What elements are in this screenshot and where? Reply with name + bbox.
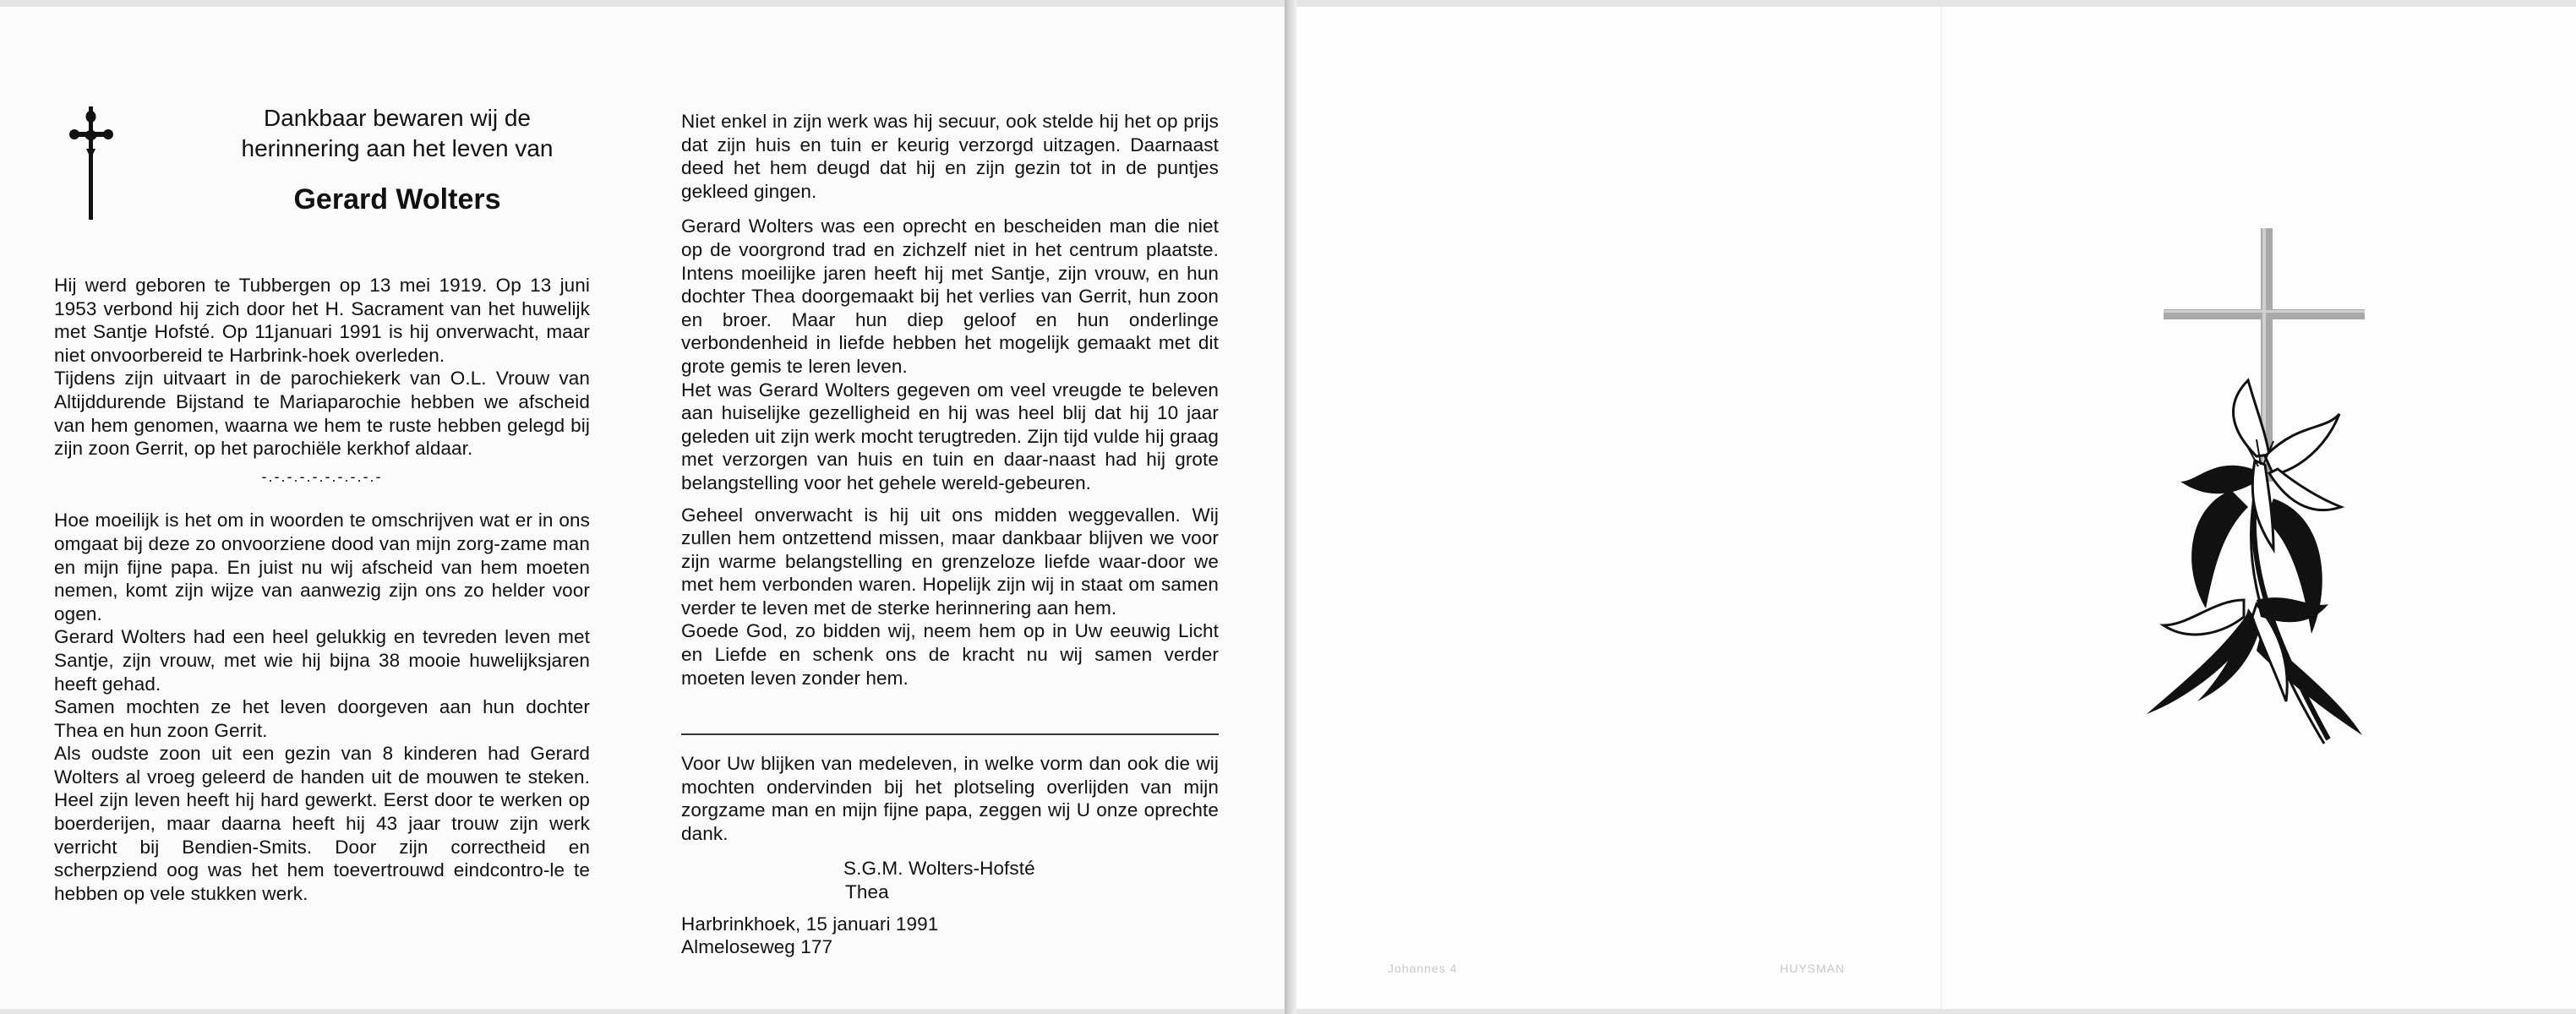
dotted-divider: -.-.-.-.-.-.-.-.-.-: [261, 467, 383, 485]
reflection-paragraph-1: Hoe moeilijk is het om in woorden te omschrijven wat er in ons omgaat bij deze zo onvoorziene dood van mijn zorg-zame man en mijn fijne papa. En juist nu wij afscheid van hem moeten nemen, komt zijn wijze van aanwezig zijn ons zo helder voor ogen.: [54, 510, 590, 624]
heading-line-1: Dankbaar bewaren wij de: [264, 105, 531, 131]
fold-line: [1940, 7, 1942, 1009]
character-paragraph-2: Gerard Wolters was een oprecht en bescheiden man die niet op de voorgrond trad en zichzelf niet in het centrum plaatste. Intens moeilijke jaren heeft hij met Santje, zijn vrouw, en hun dochter Thea doorgemaakt bij het verlies van Gerrit, hun zoon en broer. Maar hun diep geloof en hun onderlinge verbondenheid in liefde hebben het mogelijk gemaakt met dit grote gemis te leren leven.: [681, 215, 1219, 377]
right-text-column: [681, 110, 1219, 690]
character-paragraph-3: Het was Gerard Wolters gegeven om veel vreugde te beleven aan huiselijke gezelligheid en hij was heel blij dat hij 10 jaar geleden uit zijn werk mocht terugtreden. Zijn tijd vulde hij graag met verzorgen van huis en tuin en daar-naast had hij grote belangstelling voor het gehele wereld-gebeuren.: [681, 379, 1219, 493]
thanks-block: [681, 752, 1219, 959]
heading-line-2: herinnering aan het leven van: [241, 135, 554, 161]
funeral-paragraph: Tijdens zijn uitvaart in de parochiekerk van O.L. Vrouw van Altijddurende Bijstand te Mariaparochie hebben we afscheid van hem genomen, waarna we hem te ruste hebben gelegd bij zijn zoon Gerrit, op het parochiële kerkhof aldaar.: [54, 368, 590, 460]
deceased-name: Gerard Wolters: [293, 183, 501, 215]
outer-cover: [1296, 7, 2576, 1009]
place-date: Harbrinkhoek, 15 januari 1991: [681, 913, 939, 935]
thanks-paragraph: Voor Uw blijken van medeleven, in welke vorm dan ook die wij mochten ondervinden bij het plotseling overlijden van mijn zorgzame man en mijn fijne papa, zeggen wij U onze oprechte dank.: [681, 753, 1219, 844]
cross-icon: [68, 106, 115, 220]
memorial-heading: [177, 103, 617, 216]
prayer-paragraph: Goede God, zo bidden wij, neem hem op in Uw eeuwig Licht en Liefde en schenk ons de kracht nu wij samen verder moeten leven zonder hem.: [681, 620, 1219, 689]
cross-lily-icon: [2130, 228, 2383, 752]
signature-child: Thea: [845, 880, 889, 902]
signature-name: S.G.M. Wolters-Hofsté: [843, 858, 1035, 880]
reflection-paragraph-4: Als oudste zoon uit een gezin van 8 kinderen had Gerard Wolters al vroeg geleerd de handen uit de mouwen te steken. Heel zijn leven heeft hij hard gewerkt. Eerst door te werken op boerderijen, maar daarna heeft hij 43 jaar trouw zijn werk verricht bij Bendien-Smits. Door zijn correctheid en scherpziend oog was het hem toevertrouwd eindcontro-le te hebben op vele stukken werk.: [54, 743, 590, 904]
character-paragraph-4: Geheel onverwacht is hij uit ons midden weggevallen. Wij zullen hem ontzettend missen, maar dankbaar blijven we voor zijn warme belangstelling en grenzeloze liefde waar-door we met hem verbonden waren. Hopelijk zijn wij in staat om samen verder te leven met de sterke herinnering aan hem.: [681, 504, 1219, 619]
footer-print-left: Johannes 4: [1388, 962, 1458, 975]
reflection-paragraph-2: Gerard Wolters had een heel gelukkig en tevreden leven met Santje, zijn vrouw, met wie hij bijna 38 mooie huwelijksjaren heeft gehad.: [54, 626, 590, 695]
left-text-column: [54, 274, 590, 905]
address: Almeloseweg 177: [681, 936, 833, 958]
footer-print-right: HUYSMAN: [1780, 962, 1846, 975]
character-paragraph-1: Niet enkel in zijn werk was hij secuur, ook stelde hij het op prijs dat zijn huis en tuin er keurig verzorgd uitzagen. Daarnaast deed het hem deugd dat hij en zijn gezin tot in de puntjes gekleed gingen.: [681, 111, 1219, 202]
reflection-paragraph-3: Samen mochten ze het leven doorgeven aan hun dochter Thea en hun zoon Gerrit.: [54, 696, 590, 741]
birth-marriage-paragraph: Hij werd geboren te Tubbergen op 13 mei 1919. Op 13 juni 1953 verbond hij zich door het H. Sacrament van het huwelijk met Santje Hofsté. Op 11januari 1991 is hij onverwacht, maar niet onvoorbereid te Harbrink-hoek overleden.: [54, 275, 590, 366]
section-rule: [681, 733, 1219, 735]
fold-shadow: [1285, 0, 1296, 1014]
